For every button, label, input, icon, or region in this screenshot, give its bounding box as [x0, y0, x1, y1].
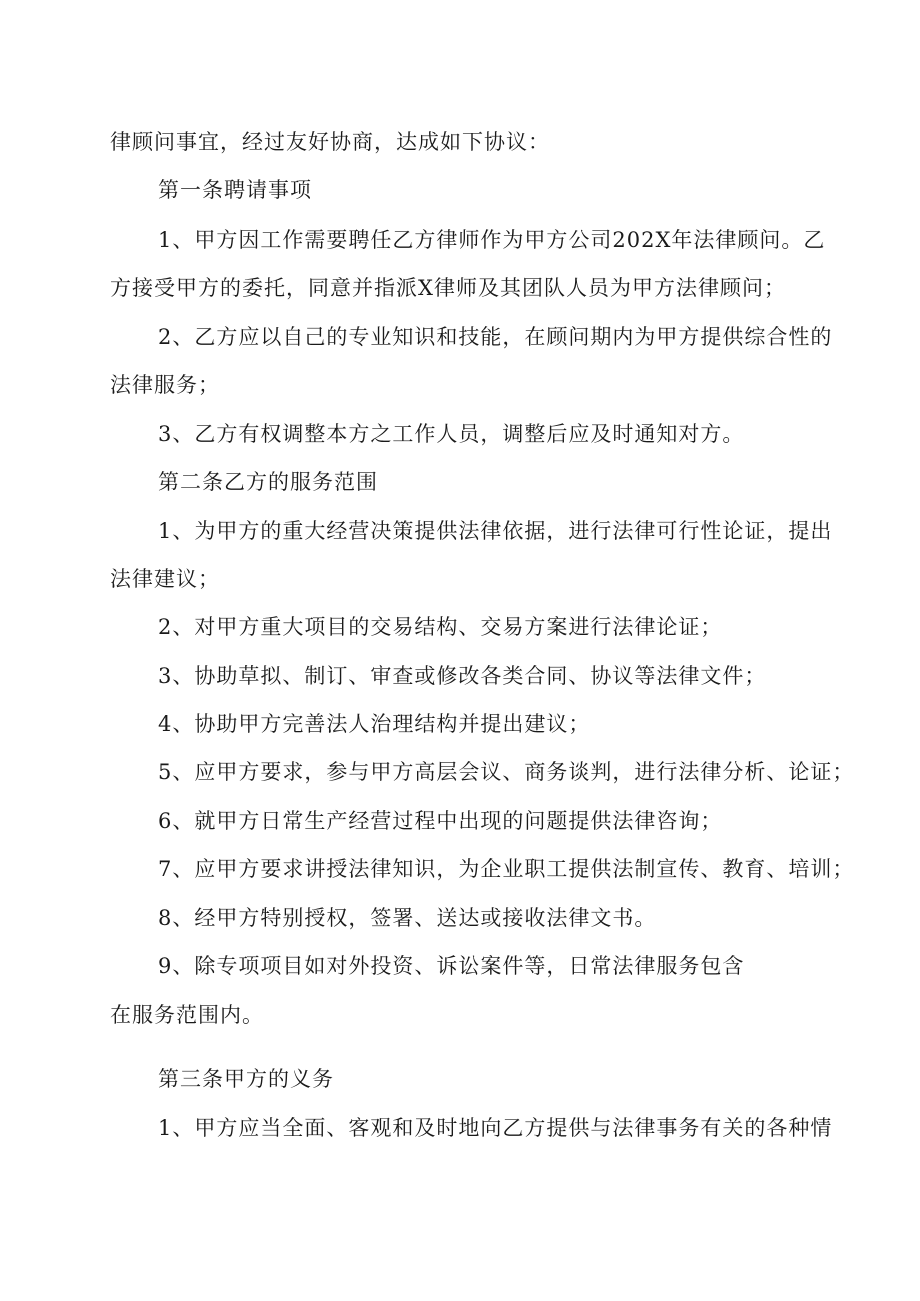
article-3-item-1: 1、甲方应当全面、客观和及时地向乙方提供与法律事务有关的各种情	[158, 1116, 833, 1140]
article-1-item-1-cont: 方接受甲方的委托，同意并指派X律师及其团队人员为甲方法律顾问；	[110, 276, 786, 300]
article-2-item-7: 7、应甲方要求讲授法律知识，为企业职工提供法制宣传、教育、培训；	[158, 857, 855, 881]
article-2-item-2: 2、对甲方重大项目的交易结构、交易方案进行法律论证；	[158, 615, 723, 639]
article-2-item-6: 6、就甲方日常生产经营过程中出现的问题提供法律咨询；	[158, 809, 723, 833]
article-1-item-2: 2、乙方应以自己的专业知识和技能，在顾问期内为甲方提供综合性的	[158, 325, 833, 349]
article-2-item-9-cont: 在服务范围内。	[110, 1003, 264, 1027]
article-1-heading: 第一条聘请事项	[158, 178, 312, 202]
article-2-item-1-cont: 法律建议；	[110, 567, 220, 591]
text-line-continuation: 律顾问事宜，经过友好协商，达成如下协议：	[110, 130, 550, 154]
article-2-heading: 第二条乙方的服务范围	[158, 470, 378, 494]
article-3-heading: 第三条甲方的义务	[158, 1067, 334, 1091]
article-2-item-5: 5、应甲方要求，参与甲方高层会议、商务谈判，进行法律分析、论证；	[158, 760, 855, 784]
article-2-item-4: 4、协助甲方完善法人治理结构并提出建议；	[158, 712, 591, 736]
article-1-item-1: 1、甲方因工作需要聘任乙方律师作为甲方公司202X年法律顾问。乙	[158, 228, 826, 252]
article-2-item-8: 8、经甲方特别授权，签署、送达或接收法律文书。	[158, 906, 657, 930]
article-2-item-9: 9、除专项项目如对外投资、诉讼案件等，日常法律服务包含	[158, 954, 745, 978]
article-2-item-3: 3、协助草拟、制订、审查或修改各类合同、协议等法律文件；	[158, 664, 767, 688]
article-1-item-2-cont: 法律服务；	[110, 373, 220, 397]
article-1-item-3: 3、乙方有权调整本方之工作人员，调整后应及时通知对方。	[158, 422, 745, 446]
article-2-item-1: 1、为甲方的重大经营决策提供法律依据，进行法律可行性论证，提出	[158, 519, 833, 543]
